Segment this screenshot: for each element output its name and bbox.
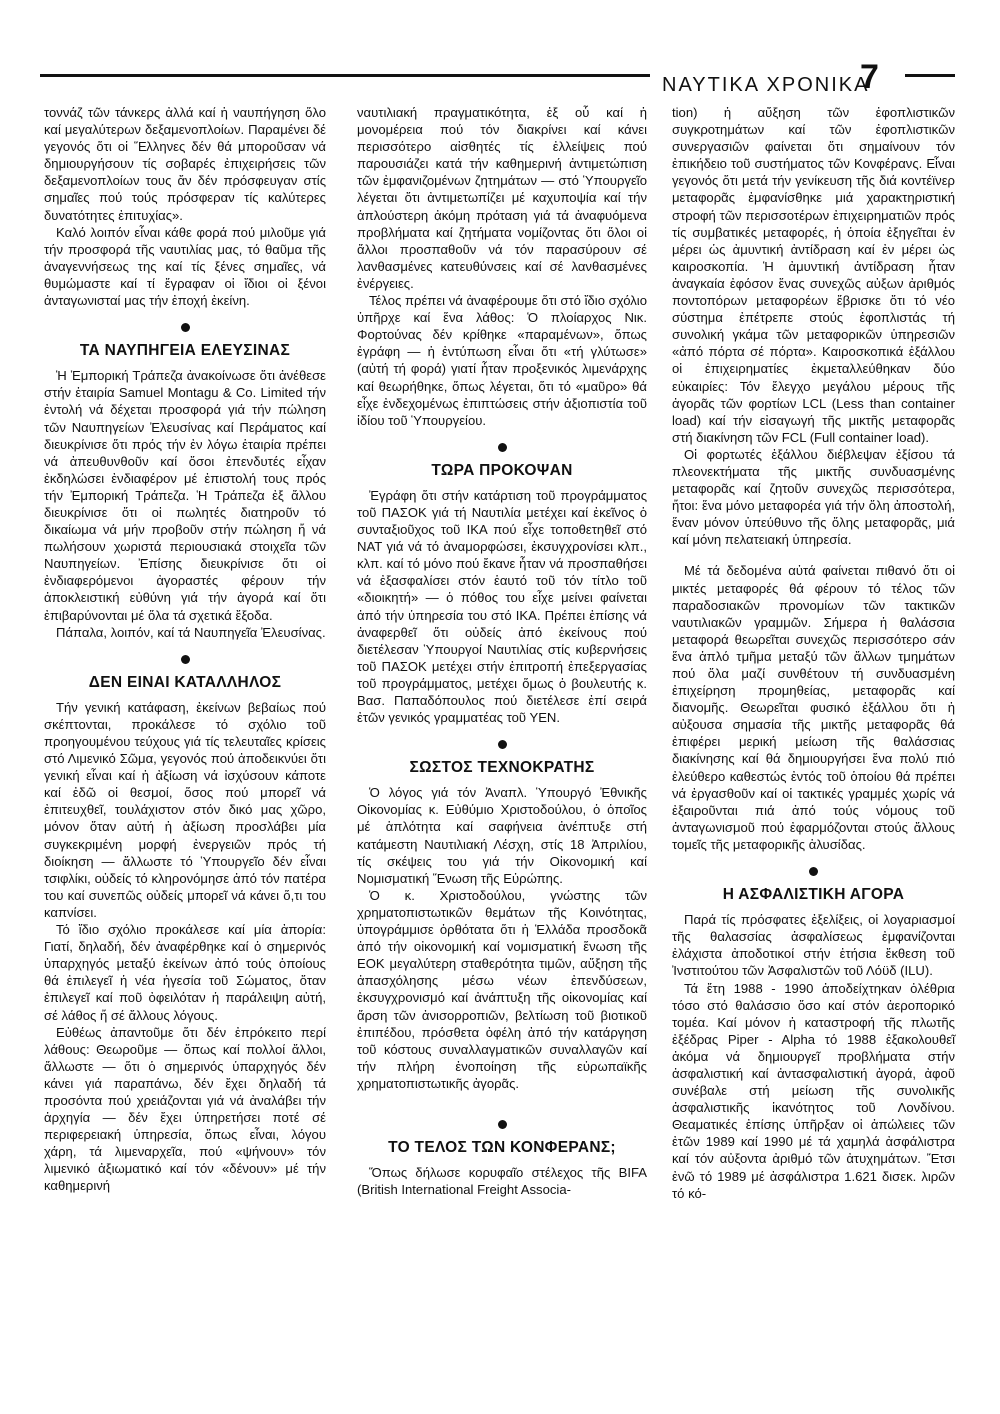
header-rule-right (905, 74, 955, 77)
paragraph: Ἡ Ἐμπορική Τράπεζα ἀνακοίνωσε ὅτι ἀνέθεσε στήν ἑταιρία Samuel Montagu & Co. Limited τήν ἐντολή νά δέχεται προσφορά γιά τήν πώληση τῶν Ναυπηγείων Ἐλευσίνας καί Περάματος καί διευκρίνισε ὅτι πρός τήν ἐν λόγω ἑταιρία πρέπει νά ἀπευθυνθοῦν καί ὅσοι ἐπενδυτές εἶχαν ἐκδηλώσει ἐνδιαφέρον μέ ἐπιστολή τους πρός τήν Ἐμπορική Τράπεζα. Ἡ Τράπεζα ἐξ ἄλλου διευκρίνισε ὅτι οἱ πωλητές διατηροῦν τό δικαίωμα νά μήν προβοῦν στήν πώληση ἤ νά πωλήσουν χωριστά περιουσιακά στοιχεῖα τῶν Ναυπηγείων. Ἐπίσης διευκρίνισε ὅτι οἱ ἐνδιαφερόμενοι ἀγοραστές φέρουν τήν ἀποκλειστική εὐθύνη γιά τήν ἀγορά καί ὅτι ἐπιβαρύνονται μέ ὅλα τά σχετικά ἔξοδα. (44, 368, 326, 623)
section-heading: ΣΩΣΤΟΣ ΤΕΧΝΟΚΡΑΤΗΣ (409, 759, 595, 777)
paragraph: Ὁ κ. Χριστοδούλου, γνώστης τῶν χρηματοπιστωτικῶν θεμάτων τῆς Κοινότητας, ὑπογράμμισε ὀρθότατα ὅτι ἡ Ἑλλάδα προσδοκᾶ ἀπό τήν οἰκονομική καί νομισματική ἕνωση τῆς ΕΟΚ μεγαλύτερη σταθερότητα τιμῶν, αὔξηση τῆς ἀπασχόλησης μέσω νέων ἐπενδύσεων, ἐκσυγχρονισμό καί ἀνάπτυξη τῆς οἰκονομίας καί ἄρση τῶν ἀνισορροπιῶν, βελτίωση τοῦ βιοτικοῦ ἐπιπέδου, πρόσθετα ὀφέλη ἀπό τήν κατάργηση τοῦ κόστους συναλλαγματικῶν συναλλαγῶν καί τήν πλήρη ἑνοποίηση τῆς εὐρωπαϊκῆς χρηματοπιστωτικῆς ἀγορᾶς. (357, 887, 647, 1091)
header-rule-left (40, 74, 650, 77)
paragraph: Πάπαλα, λοιπόν, καί τά Ναυπηγεῖα Ἐλευσίνας. (56, 624, 326, 640)
column-3 (672, 104, 955, 1202)
section-heading: Η ΑΣΦΑΛΙΣΤΙΚΗ ΑΓΟΡΑ (722, 886, 905, 904)
paragraph: Παρά τίς πρόσφατες ἐξελίξεις, οἱ λογαριασμοί τῆς θαλασσίας ἀσφαλίσεως ἐμφανίζονται ἐλάχιστα ἀποδοτικοί στήν ἐτήσια ἔκθεση τοῦ Ἰνστιτούτου τῶν Ἀσφαλιστῶν τοῦ Λόϋδ (ILU). (672, 912, 955, 979)
paragraph: Καλό λοιπόν εἶναι κάθε φορά πού μιλοῦμε γιά τήν προσφορά τῆς ναυτιλίας μας, τό θαῦμα τῆς ἀναγεννήσεως της καί τίς ξένες σημαῖες, νά θυμώμαστε καί τί ἔγραφαν οἱ ἴδιοι οἱ ξένοι ἀνταγωνισταί μας τήν ἐποχή ἐκείνη. (44, 224, 326, 309)
paragraph: ναυτιλιακή πραγματικότητα, ἐξ οὗ καί ἡ μονομέρεια πού τόν διακρίνει καί κάνει περισσότερο αἰσθητές τίς ἐλλείψεις πού παρουσιάζει κατά τήν καθημερινή ἀντιμετώπιση τῶν ἐμφανιζομένων ζητημάτων — στό Ὑπουργεῖο λέγεται ὅτι ἀντιμετωπίζει μέ καχυποψία καί τήν ἁπλούστερη ἀκόμη πρόταση γιά τά ἀναφυόμενα προβλήματα καί ζητήματα νομίζοντας ὅτι ὅλοι οἱ ἄλλοι προσπαθοῦν νά τόν παρασύρουν σέ λανθασμένες κατευθύνσεις καί σέ λανθασμένες ἐνέργειες. (357, 105, 647, 291)
column-2 (357, 104, 647, 1198)
publication-title: ΝΑΥΤΙΚΑ ΧΡΟΝΙΚΑ (662, 74, 870, 96)
paragraph: Εὐθέως ἀπαντοῦμε ὅτι δέν ἐπρόκειτο περί λάθους: Θεωροῦμε — ὅπως καί πολλοί ἄλλοι, ἄλλωστε — ὅτι ὁ σημερινός ὑπαρχηγός δέν κάνει γιά παραπάνω, δέν ἔχει δηλαδή τά προσόντα πού χρειάζονται γιά νά ἀναλάβει τήν ἀρχηγία — δέν ἔχει ὑπηρετήσει ποτέ σέ περιφερειακή ὑπηρεσία, ὅπως εἶναι, λόγου χάρη, τά λιμεναρχεῖα, πού «ψήνουν» τόν λιμενικό ἀξιωματικό καί τόν «δένουν» μέ τήν καθημερινή (44, 1024, 326, 1194)
paragraph: Ὅπως δήλωσε κορυφαῖο στέλεχος τῆς BIFA (British International Freight Associa- (357, 1165, 647, 1198)
section-bullet (181, 655, 190, 664)
paragraph: Τήν γενική κατάφαση, ἐκείνων βεβαίως πού σκέπτονται, προκάλεσε τό σχόλιο τοῦ προηγουμένου τεύχους γιά τίς τελευταῖες κρίσεις στό Λιμενικό Σῶμα, γεγονός πού ἀποδεικνύει ὅτι γενική εἶναι καί ἡ ἀξίωση νά ἰσχύσουν κάποτε καί ἐδῶ οἱ θεσμοί, ὅσος πού μπορεῖ νά ἐπιτευχθεῖ, τουλάχιστον στόν δικό μας χῶρο, μόνον ὅταν αὐτή ἡ ἀξίωση προσλάβει μία συγκεκριμένη μορφή ἐνεργειῶν πρός τή διοίκηση — ἄλλωστε τό Ὑπουργεῖο δέν εἶναι τσιφλίκι, οὐδείς τό κληρονόμησε ἀπό τόν πατέρα του καί συνεπῶς οὐδείς μπορεῖ νά κάνει ὅ,τι του καπνίσει. (44, 699, 326, 920)
section-bullet (498, 1120, 507, 1129)
section-heading: ΤΩΡΑ ΠΡΟΚΟΨΑΝ (431, 461, 573, 479)
section-bullet (181, 323, 190, 332)
section-heading: ΤΟ ΤΕΛΟΣ ΤΩΝ ΚΟΝΦΕΡΑΝΣ; (388, 1138, 616, 1156)
section-heading: ΤΑ ΝΑΥΠΗΓΕΙΑ ΕΛΕΥΣΙΝΑΣ (79, 342, 291, 360)
section-bullet (809, 867, 818, 876)
paragraph: Ὁ λόγος γιά τόν Ἀναπλ. Ὑπουργό Ἐθνικῆς Οἰκονομίας κ. Εὐθύμιο Χριστοδούλου, ὁ ὁποῖος μέ ἁπλότητα καί σαφήνεια ἀνέπτυξε στή κατάμεστη Ναυτιλιακή Λέσχη, στίς 18 Ἀπριλίου, τίς σκέψεις του γιά τήν Οἰκονομική καί Νομισματική Ἕνωση τῆς Εὐρώπης. (357, 785, 647, 886)
section-heading: ΔΕΝ ΕΙΝΑΙ ΚΑΤΑΛΛΗΛΟΣ (88, 673, 282, 691)
section-bullet (498, 740, 507, 749)
paragraph: Τά ἔτη 1988 - 1990 ἀποδείχτηκαν ὀλέθρια τόσο στό θαλάσσιο ὅσο καί στόν ἀεροπορικό τομέα. Καί μόνον ἡ καταστροφή τῆς πλωτῆς ἐξέδρας Piper - Alpha τό 1988 ἐξακολουθεῖ ἀκόμα νά δημιουργεῖ προβλήματα στήν ἀσφαλιστική καί ἀντασφαλιστική ἀγορά, ἀφοῦ συνέβαλε στή μείωση τῆς συνολικῆς ἀσφαλιστικῆς ἱκανότητος τοῦ Λονδίνου. Θεαματικές ἐπίσης ὑπῆρξαν οἱ ἀπώλειες τῶν ἐτῶν 1989 καί 1990 μέ τά χαμηλά ἀσφάλιστρα καί τόν αὐξοντα ἀριθμό τῶν ἀτυχημάτων. Ἔτσι ἐνῶ τό 1989 μέ ἀσφάλιστρα 1.621 δισεκ. λιρῶν τό κό- (672, 980, 955, 1201)
paragraph: Οἱ φορτωτές ἐξάλλου διέβλεψαν ἐξίσου τά πλεονεκτήματα τῆς μικτῆς συνδυασμένης μεταφορᾶς καί ζητοῦν συνεχῶς περισσότερα, ἤτοι: ἕνα μόνο μεταφορέα γιά τήν ὅλη ἀποστολή, ἕναν μόνον ὑπεύθυνο τῆς ὅλης μεταφορᾶς, μιά καί μόνη πελατειακή ὑπηρεσία. (672, 446, 955, 548)
paragraph: τοννάζ τῶν τάνκερς ἀλλά καί ἡ ναυπήγηση ὅλο καί μεγαλύτερων δεξαμενοπλοίων. Παραμένει δέ γεγονός ὅτι οἱ Ἕλληνες δέν θά μποροῦσαν νά δημιουργήσουν τίς σοβαρές ἐπιχειρήσεις τῶν δεξαμενοπλοίων τους ἄν δέν πρόσφευγαν στίς σημαῖες πού τούς πρόσφεραν τίς καλύτερες δυνατότητες ἐπιτυχίας». (44, 105, 326, 223)
paragraph: Τέλος πρέπει νά ἀναφέρουμε ὅτι στό ἴδιο σχόλιο ὑπῆρχε καί ἕνα λάθος: Ὁ πλοίαρχος Νικ. Φορτούνας δέν κρίθηκε «παραμένων», ὅπως ἐγράφη — ἡ ἐντύπωση εἶναι ὅτι «τή γλύτωσε» (αὐτή τή φορά) γιατί ἦταν προξενικός λιμενάρχης καί θεωρήθηκε, ὅπως λέγεται, ὅτι τό «μαῦρο» θά εἶχε ἐνδεχομένως ἐπιπτώσεις στήν ἀξιοπιστία τοῦ ἰδίου τοῦ Ὑπουργείου. (357, 293, 647, 428)
paragraph: Τό ἴδιο σχόλιο προκάλεσε καί μία ἀπορία: Γιατί, δηλαδή, δέν ἀναφέρθηκε καί ὁ σημερινός ὑπαρχηγός μεταξύ ἐκείνων ἀπό τούς ὁποίους θά ἐπιλεγεῖ ἡ νέα ἡγεσία τοῦ Σώματος, ὅταν ἐπιλεγεῖ καί ποῦ ὀφειλόταν ἡ παράλειψη αὐτή, σέ λάθος ἤ σέ ἄλλους λόγους. (44, 922, 326, 1023)
page-number: 7 (860, 58, 879, 96)
paragraph: tion) ἡ αὔξηση τῶν ἐφοπλιστικῶν συγκροτημάτων καί τῶν ἐφοπλιστικῶν συνεργασιῶν φαίνεται ὅτι σημαίνουν τόν ἐπικήδειο τοῦ συστήματος τῶν Κονφέρανς. Εἶναι γεγονός ὅτι μετά τήν γενίκευση τῆς διά κοντέϊνερ μεταφορᾶς ἐμφανίσθηκε μιά χαρακτηριστική στροφή τῶν περισσοτέρων ἐπιχειρηματιῶν πρός τίς συμβατικές μεταφορές, ἡ ὁποία ἐξηγεῖται ἐν μέρει ὡς ἀμυντική ἀντίδραση καί ἐν μέρει ὡς καιροσκοπία. Ἡ ἀμυντική ἀντίδραση ἦταν ἀναγκαία ἐφόσον ἕνας συνεχῶς αὐξων ἀριθμός ποντοπόρων μεταφορέων ἔβρισκε ὅτι τό νέο σύστημα ἐπέτρεπε στούς ἐφοπλιστάς τή συνολική γκάμα τῶν μεταφορικῶν ὑπηρεσιῶν «ἀπό πόρτα σέ πόρτα». Καιροσκοπικά ἐξάλλου οἱ ἐπιχειρηματίες ἐκμεταλλεύθηκαν δύο εὐκαιρίες: Τόν ἔλεγχο μεγάλου μέρους τῆς ἀγορᾶς τῶν φορτίων LCL (Less than container load) καί τήν εἰσαγωγή τῆς μικτῆς μεταφορᾶς στή διακίνηση τῶν FCL (Full container load). (672, 105, 955, 445)
section-bullet (498, 443, 507, 452)
column-1 (44, 104, 326, 1195)
paragraph: Ἐγράφη ὅτι στήν κατάρτιση τοῦ προγράμματος τοῦ ΠΑΣΟΚ γιά τή Ναυτιλία μετέχει καί ἐκεῖνος ὁ συνταξιοῦχος τοῦ ΙΚΑ πού εἶχε τοποθετηθεῖ στό ΝΑΤ γιά νά τό ἀναμορφώσει, ἐκσυγχρονίσει κλπ., κλπ. καί τό μόνο πού ἔκανε ἦταν νά προσπαθήσει νά ἐξασφαλίσει στόν ἑαυτό τοῦ τόν τίτλο τοῦ «διοικητή» — ὁ πόθος του εἶχε μείνει φαίνεται ἀπό τήν ὑπηρεσία του στό ΙΚΑ. Πρέπει ἐπίσης νά ἀναφερθεῖ ὅτι οὐδείς ἀπό ἐκείνους πού διετέλεσαν Ὑπουργοί Ναυτιλίας στίς κυβερνήσεις τοῦ ΠΑΣΟΚ μετέχει στήν ἐπιτροπή ἐπεξεργασίας τοῦ προγράμματος, μετέχει ὅμως ὁ βουλευτής κ. Βασ. Παπαδόπουλος πού διετέλεσε ἐπί σειρά ἐτῶν γενικός γραμματέας τοῦ ΥΕΝ. (357, 487, 647, 726)
paragraph: Μέ τά δεδομένα αὐτά φαίνεται πιθανό ὅτι οἱ μικτές μεταφορές θά φέρουν τό τέλος τῶν παραδοσιακῶν προνομίων τῶν τακτικῶν ναυτιλιακῶν γραμμῶν. Σήμερα ἡ θαλάσσια μεταφορά θεωρεῖται συνεχῶς περισσότερο σάν ἕνα ἁπλό τμῆμα μεταξύ τῶν ἄλλων τμημάτων πού ὅλα μαζί συνθέτουν τή συνδυασμένη ἐπιχείρηση προμηθείας, μεταφορᾶς καί διανομῆς. Θεωρεῖται φυσικό ἐξάλλου ὅτι ἡ αὐξουσα σημασία τῆς μικτῆς μεταφορᾶς θά ἐπιφέρει μερική μείωση τῆς θαλάσσιας διακίνησης καί θά δημιουργήσει ἕνα πολύ πιό ἐλεύθερο καθεστώς ἐντός τοῦ ὁποίου θά πρέπει νά ἐργασθοῦν καί οἱ τακτικές γραμμές χωρίς νά ἐξαιροῦνται πιά ἀπό τούς νόμους τοῦ ἀνταγωνισμοῦ πού ἐφαρμόζονται στούς ἄλλους τομεῖς τῆς μεταφορικῆς ἁλυσίδας. (672, 563, 955, 852)
